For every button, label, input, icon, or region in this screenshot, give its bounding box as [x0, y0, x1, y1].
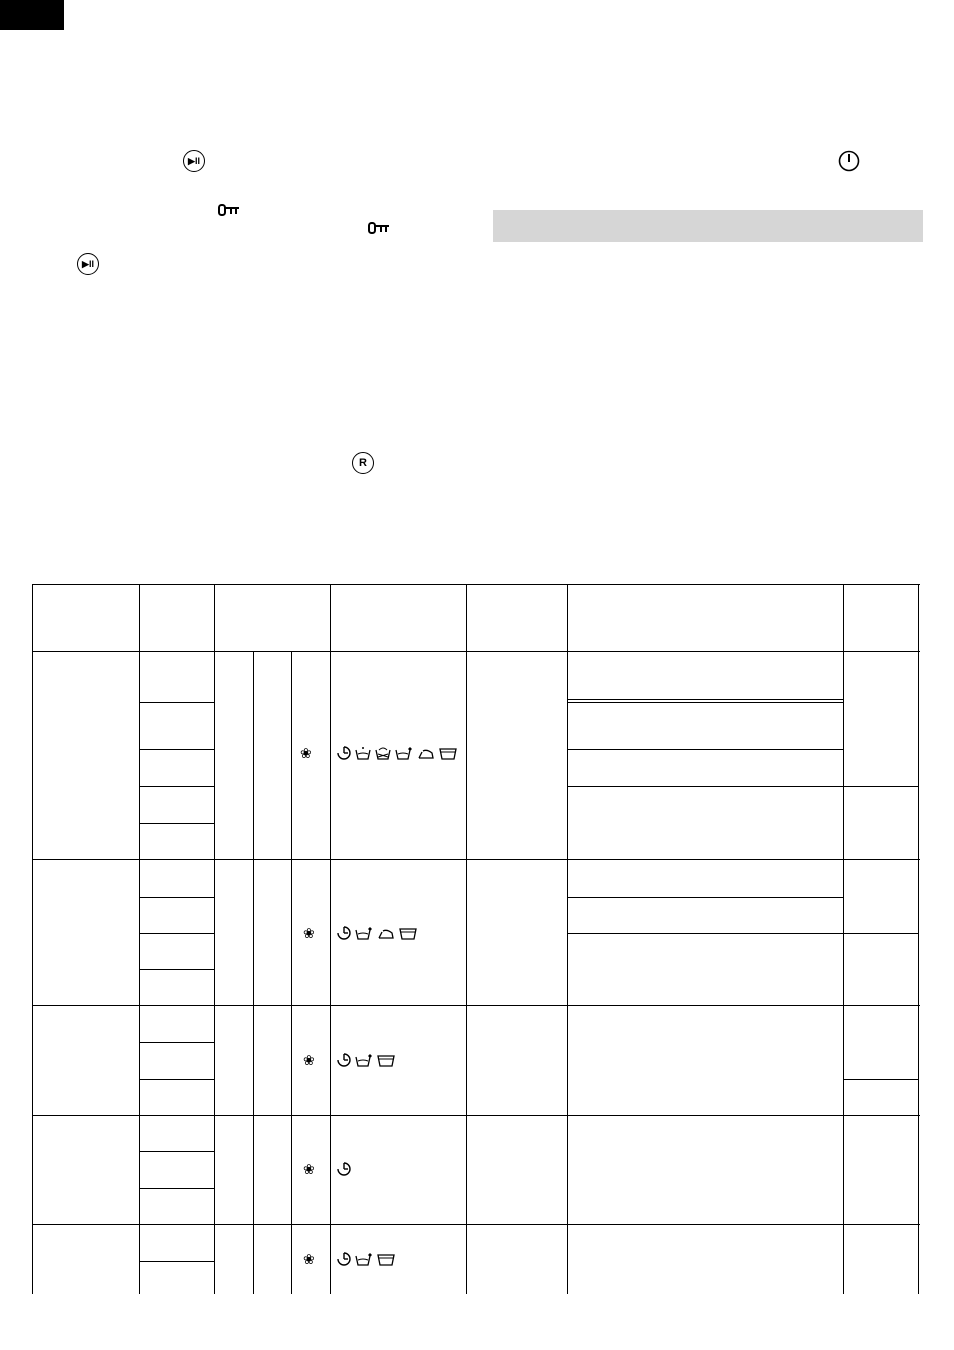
play-pause-glyph: ▶II: [82, 258, 94, 269]
power-icon: [838, 150, 860, 172]
table-border: [843, 1079, 918, 1080]
spin-icon-row-4: [303, 1162, 315, 1176]
option-icons-row-5: [337, 1252, 395, 1266]
table-border: [567, 699, 843, 700]
extra-rinse-icon: [355, 1053, 373, 1067]
table-border: [139, 969, 214, 970]
play-pause-icon: [183, 150, 205, 172]
option-icons-row-2: [337, 926, 417, 940]
table-border: [32, 1115, 920, 1116]
table-border: [567, 933, 843, 934]
flower-spin-icon: ❀: [300, 745, 312, 761]
table-border: [32, 859, 920, 860]
option-icons-row-1: [337, 746, 457, 760]
extra-rinse-icon: [395, 746, 413, 760]
table-border: [843, 584, 844, 1294]
table-border: [330, 584, 331, 1294]
table-border: [139, 823, 214, 824]
table-border: [139, 897, 214, 898]
table-border: [139, 1261, 214, 1262]
flower-spin-icon: ❀: [303, 925, 315, 941]
table-border: [567, 702, 843, 703]
table-border: [567, 786, 843, 787]
page-tab-marker: [0, 0, 64, 30]
reset-icon: [352, 452, 374, 474]
table-border: [139, 702, 214, 703]
table-border: [139, 1042, 214, 1043]
table-border: [567, 897, 843, 898]
spin-icon-row-1: [300, 746, 312, 760]
table-border: [291, 651, 292, 1294]
section-heading-bar: [493, 210, 923, 242]
tub-icon: [439, 746, 457, 760]
easy-iron-icon: [417, 746, 435, 760]
reset-glyph: R: [359, 456, 367, 469]
extra-rinse-icon: [355, 926, 373, 940]
option-icons-row-3: [337, 1053, 395, 1067]
timer-icon: [337, 1252, 351, 1266]
flower-spin-icon: ❀: [303, 1052, 315, 1068]
table-border: [139, 1151, 214, 1152]
table-border: [918, 584, 919, 1294]
table-border: [843, 786, 918, 787]
play-pause-glyph: ▶II: [188, 155, 200, 166]
table-border: [139, 1079, 214, 1080]
easy-iron-icon: [377, 926, 395, 940]
table-border: [843, 933, 918, 934]
table-border: [139, 749, 214, 750]
table-border: [139, 933, 214, 934]
table-border: [567, 584, 568, 1294]
key-lock-icon: [218, 203, 240, 217]
programme-table: [32, 584, 920, 1294]
spin-icon-row-2: [303, 926, 315, 940]
table-border: [32, 584, 920, 585]
tub-icon: [399, 926, 417, 940]
table-border: [253, 651, 254, 1294]
timer-icon: [337, 1162, 351, 1176]
table-border: [567, 749, 843, 750]
timer-icon: [337, 1053, 351, 1067]
table-border: [139, 786, 214, 787]
table-border: [139, 1188, 214, 1189]
table-border: [214, 584, 215, 1294]
tub-icon: [377, 1053, 395, 1067]
spin-icon-row-3: [303, 1053, 315, 1067]
option-icons-row-4: [337, 1162, 351, 1176]
flower-spin-icon: ❀: [303, 1161, 315, 1177]
table-border: [32, 1224, 920, 1225]
prewash-basin-icon: [355, 746, 371, 760]
table-border: [466, 584, 467, 1294]
timer-icon: [337, 746, 351, 760]
spin-icon-row-5: [303, 1252, 315, 1266]
stain-icon: [375, 746, 391, 760]
extra-rinse-icon: [355, 1252, 373, 1266]
key-lock-icon: [368, 221, 390, 235]
timer-icon: [337, 926, 351, 940]
table-border: [32, 1005, 920, 1006]
flower-spin-icon: ❀: [303, 1251, 315, 1267]
play-pause-icon: [77, 253, 99, 275]
table-border: [32, 584, 33, 1294]
tub-icon: [377, 1252, 395, 1266]
table-border: [32, 651, 920, 652]
